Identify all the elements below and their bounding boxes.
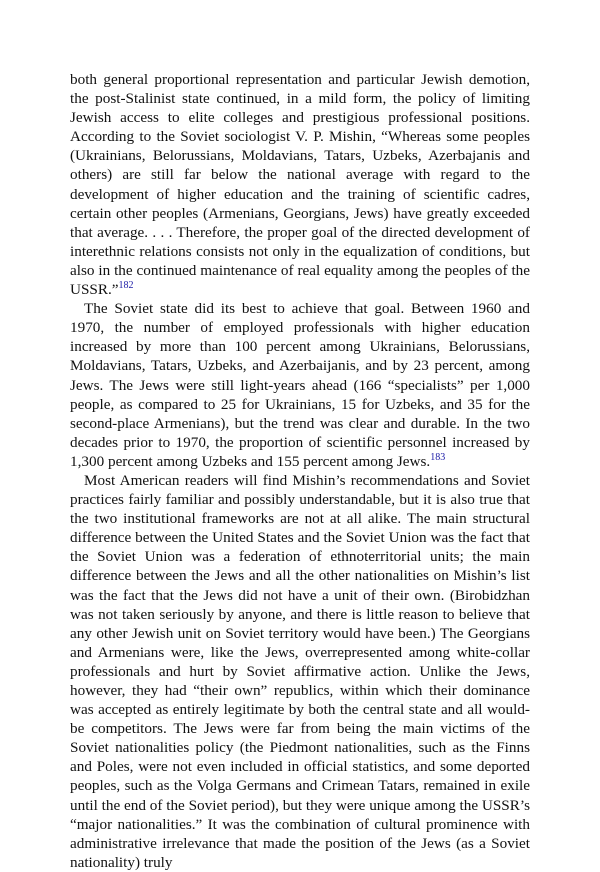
footnote-183-link[interactable]: 183 (430, 451, 446, 463)
paragraph-1 (70, 70, 530, 299)
paragraph-2-text: The Soviet state did its best to achieve that goal. Between 1960 and 1970, the number of employed professionals with higher education increased by more than 100 percent among Ukrainians, Belorussians, Moldavians, Tatars, Uzbeks, and Azerbaijanis, and by 23 percent, among Jews. The Jews were still light-years ahead (166 “specialists” per 1,000 people, as compared to 25 for Ukrainians, 15 for Uzbeks, and 35 for the second-place Armenians), but the trend was clear and durable. In the two decades prior to 1970, the proportion of scientific personnel increased by 1,300 percent among Uzbeks and 155 percent among Jews. (70, 300, 530, 470)
paragraph-3 (70, 471, 530, 872)
paragraph-3-text: Most American readers will find Mishin’s recommendations and Soviet practices fairly familiar and possibly understandable, but it is also true that the two institutional frameworks are not at all alike. The main structural difference between the United States and the Soviet Union was the fact that the Soviet Union was a federation of ethnoterritorial units; the main difference between the Jews and all the other nationalities on Mishin’s list was the fact that the Jews did not have a unit of their own. (Birobidzhan was not taken seriously by anyone, and there is little reason to believe that any other Jewish unit on Soviet territory would have been.) The Georgians and Armenians were, like the Jews, overrepresented among white-collar professionals and hurt by Soviet affirmative action. Unlike the Jews, however, they had “their own” republics, within which their dominance was accepted as entirely legitimate by both the central state and all would-be competitors. The Jews were far from being the main victims of the Soviet nationalities policy (the Piedmont nationalities, such as the Finns and Poles, were not even included in official statistics, and some deported peoples, such as the Volga Germans and Crimean Tatars, remained in exile until the end of the Soviet period), but they were unique among the USSR’s “major nationalities.” It was the combination of cultural prominence with administrative irrelevance that made the position of the Jews (as a Soviet nationality) truly (70, 471, 530, 871)
paragraph-2 (70, 299, 530, 471)
footnote-182-link[interactable]: 182 (118, 279, 134, 291)
page-body (70, 70, 530, 872)
paragraph-1-text: both general proportional representation and particular Jewish demotion, the post-Stalinist state continued, in a mild form, the policy of limiting Jewish access to elite colleges and prestigious professional positions. According to the Soviet sociologist V. P. Mishin, “Whereas some peoples (Ukrainians, Belorussians, Moldavians, Tatars, Uzbeks, Azerbajanis and others) are still far below the national average with regard to the development of higher education and the training of scientific cadres, certain other peoples (Armenians, Georgians, Jews) have greatly exceeded that average. . . . Therefore, the proper goal of the directed development of interethnic relations consists not only in the equalization of conditions, but also in the continued maintenance of real equality among the peoples of the USSR.” (70, 71, 530, 299)
